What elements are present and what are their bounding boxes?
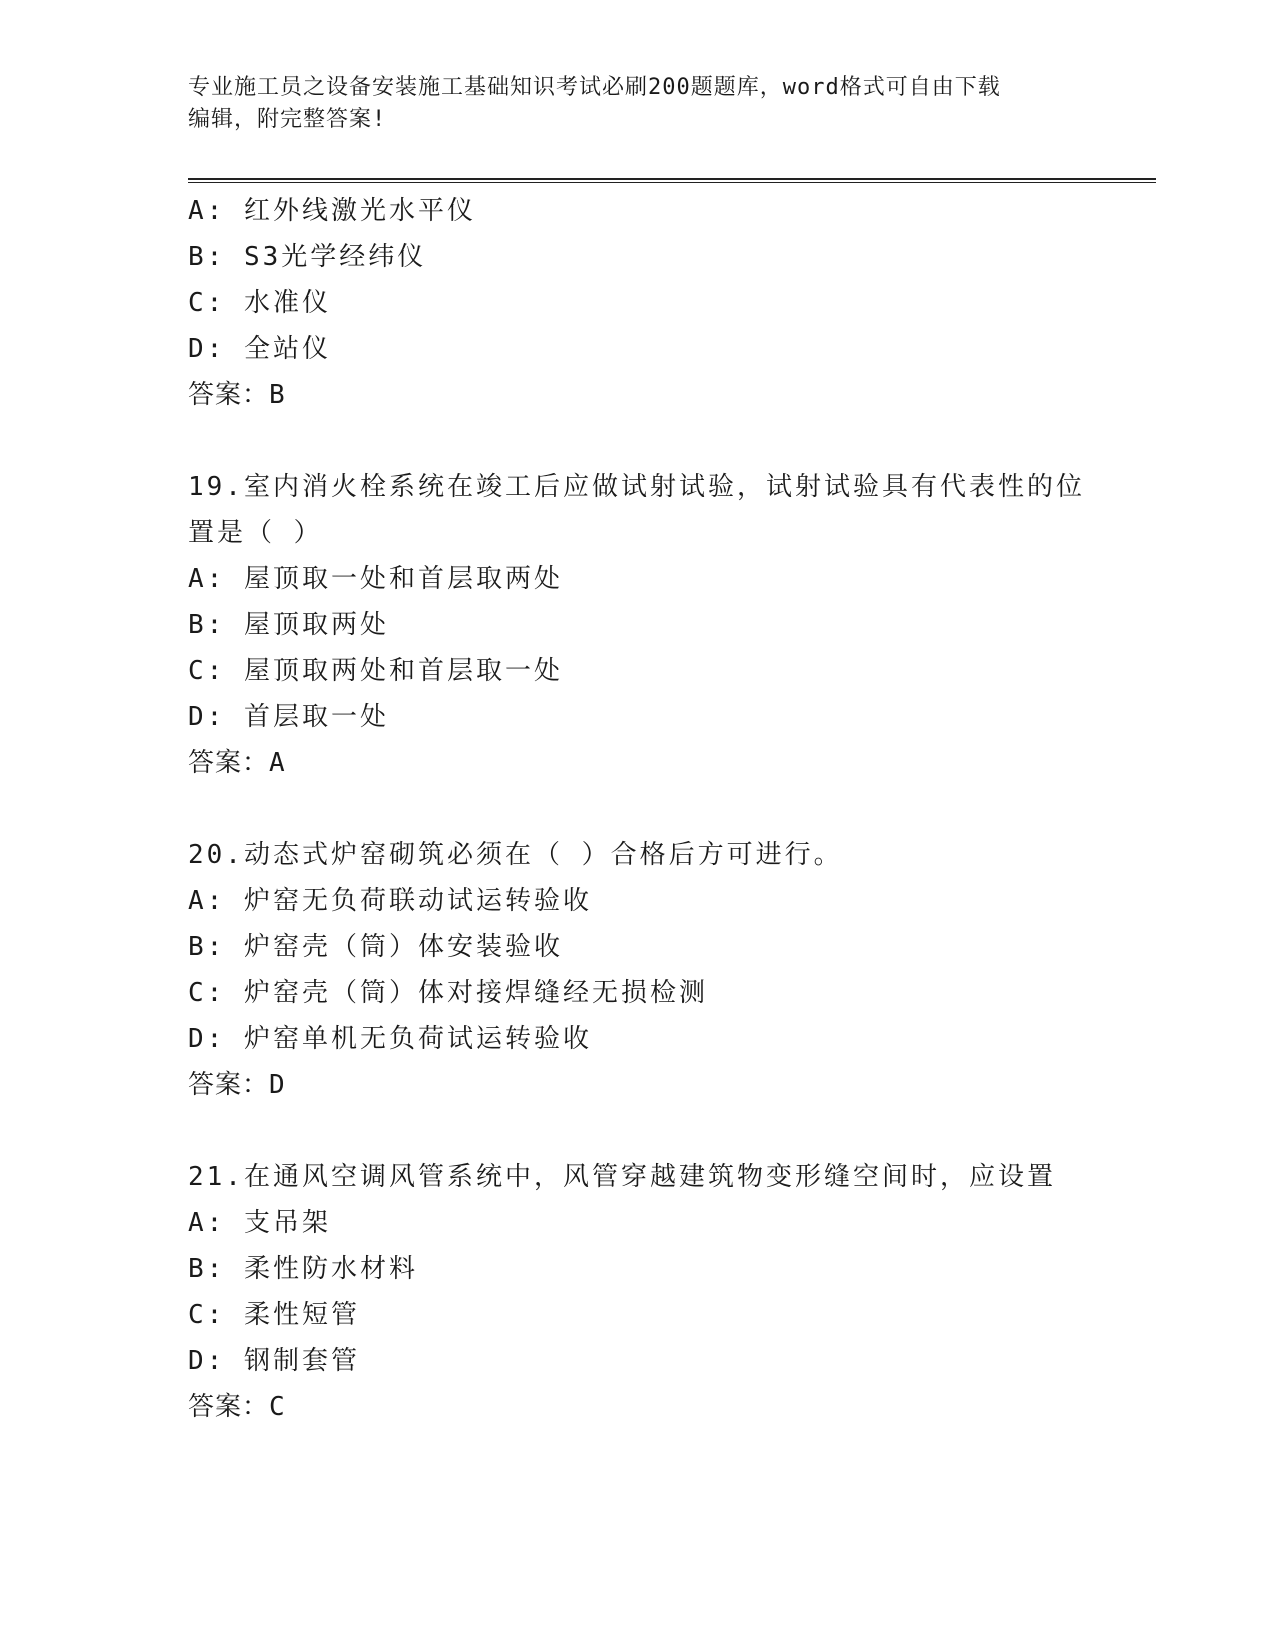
- option-a: A: 红外线激光水平仪: [188, 196, 476, 226]
- question-20: [188, 832, 1148, 1108]
- option-a: A: 屋顶取一处和首层取两处: [188, 564, 563, 594]
- option-c: C: 柔性短管: [188, 1300, 360, 1330]
- option-c: C: 屋顶取两处和首层取一处: [188, 656, 563, 686]
- option-a: A: 支吊架: [188, 1208, 331, 1238]
- question-spacer: [188, 418, 1148, 464]
- option-b: B: 炉窑壳（筒）体安装验收: [188, 932, 563, 962]
- question-stem-line-1: 21.在通风空调风管系统中，风管穿越建筑物变形缝空间时，应设置: [188, 1162, 1056, 1192]
- answer-label: 答案：D: [188, 1070, 286, 1100]
- option-d: D: 钢制套管: [188, 1346, 360, 1376]
- option-c: C: 水准仪: [188, 288, 331, 318]
- header-divider-thick: [188, 178, 1156, 180]
- header-title-line-1: 专业施工员之设备安装施工基础知识考试必刷200题题库，word格式可自由下载: [188, 75, 1001, 100]
- question-stem-line-1: 20.动态式炉窑砌筑必须在（ ）合格后方可进行。: [188, 840, 843, 870]
- answer-label: 答案：C: [188, 1392, 286, 1422]
- option-a: A: 炉窑无负荷联动试运转验收: [188, 886, 592, 916]
- question-list: [188, 188, 1148, 1430]
- answer-label: 答案：A: [188, 748, 286, 778]
- option-b: B: 屋顶取两处: [188, 610, 389, 640]
- header-divider-thin: [188, 182, 1156, 183]
- option-d: D: 炉窑单机无负荷试运转验收: [188, 1024, 592, 1054]
- question-19: [188, 464, 1148, 786]
- question-spacer: [188, 1108, 1148, 1154]
- document-header: [188, 72, 1088, 136]
- question-18: [188, 188, 1148, 418]
- option-b: B: 柔性防水材料: [188, 1254, 418, 1284]
- option-d: D: 首层取一处: [188, 702, 389, 732]
- question-spacer: [188, 786, 1148, 832]
- question-stem-line-1: 19.室内消火栓系统在竣工后应做试射试验，试射试验具有代表性的位: [188, 472, 1085, 502]
- header-title-line-2: 编辑，附完整答案!: [188, 107, 387, 132]
- answer-label: 答案：B: [188, 380, 286, 410]
- question-21: [188, 1154, 1148, 1430]
- option-c: C: 炉窑壳（筒）体对接焊缝经无损检测: [188, 978, 708, 1008]
- question-stem-line-2: 置是（ ）: [188, 518, 323, 548]
- option-d: D: 全站仪: [188, 334, 331, 364]
- option-b: B: S3光学经纬仪: [188, 242, 427, 272]
